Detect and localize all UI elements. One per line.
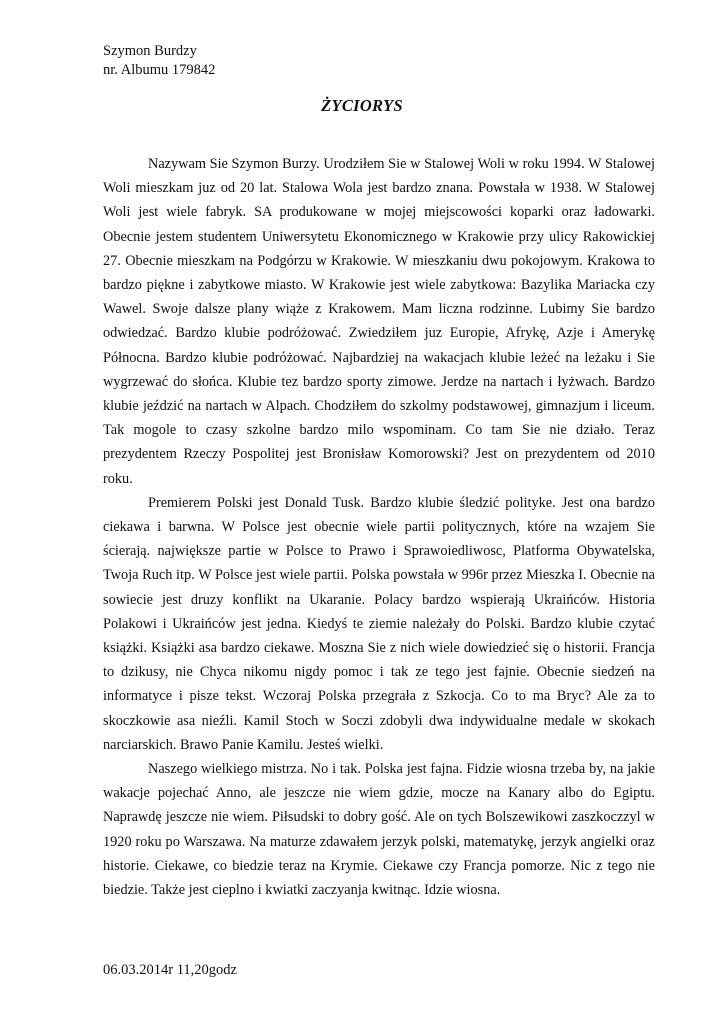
- author-name: Szymon Burdzy: [103, 43, 197, 59]
- album-number: nr. Albumu 179842: [103, 62, 216, 78]
- author-block: [103, 42, 215, 80]
- paragraph-2: Premierem Polski jest Donald Tusk. Bardzo klubie śledzić polityke. Jest ona bardzo ciekawa i barwna. W Polsce jest obecnie wiele partii politycznych, które na wzajem Sie ścierają. największe partie w Polsce to Prawo i Sprawoiedliwosc, Platforma Obywatelska, Twoja Ruch itp. W Polsce jest wiele partii. Polska powstała w 996r przez Mieszka I. Obecnie na sowiecie jest druzy konflikt na Ukaranie. Polacy bardzo wspierają Ukraińców. Historia Polakowi i Ukraińców jest jedna. Kiedyś te ziemie należały do Polski. Bardzo klubie czytać książki. Książki asa bardzo ciekawe. Moszna Sie z nich wiele dowiedzieć się o historii. Francja to dzikusy, nie Chyca nikomu nigdy pomoc i tak ze tego jest fajnie. Obecnie siedzeń na informatyce i pisze tekst. Wczoraj Polska przegrała z Szkocja. Co to ma Bryc? Ale za to skoczkowie asa nieźli. Kamil Stoch w Soczi zdobyli dwa indywidualne medale w skokach narciarskich. Brawo Panie Kamilu. Jesteś wielki.: [103, 494, 655, 753]
- document-title: ŻYCIORYS: [321, 96, 403, 115]
- paragraph-3: Naszego wielkiego mistrza. No i tak. Polska jest fajna. Fidzie wiosna trzeba by, na jakie wakacje pojechać Anno, ale jeszcze nie wiem gdzie, mocze na Kanary albo do Egiptu. Naprawdę jeszcze nie wiem. Piłsudski to dobry gość. Ale on tych Bolszewikowi zaszkoczzyl w 1920 roku po Warszawa. Na maturze zdawałem jerzyk polski, matematykę, jerzyk angielki oraz historie. Ciekawe, co biedzie teraz na Krymie. Ciekawe czy Francja pomorze. Nic z tego nie biedzie. Także jest cieplno i kwiatki zaczyanja kwitnąc. Idzie wiosna.: [103, 761, 655, 899]
- date-footer: 06.03.2014r 11,20godz: [103, 962, 237, 978]
- document-body: [103, 152, 655, 902]
- paragraph-1: Nazywam Sie Szymon Burzy. Urodziłem Sie w Stalowej Woli w roku 1994. W Stalowej Woli mieszkam juz od 20 lat. Stalowa Wola jest bardzo znana. Powstała w 1938. W Stalowej Woli jest wiele fabryk. SA produkowane w mojej miejscowości koparki oraz ładowarki. Obecnie jestem studentem Uniwersytetu Ekonomicznego w Krakowie przy ulicy Rakowickiej 27. Obecnie mieszkam na Podgórzu w Krakowie. W mieszkaniu dwu pokojowym. Krakowa to bardzo piękne i zabytkowe miasto. W Krakowie jest wiele zabytkowa: Bazylika Mariacka czy Wawel. Swoje dalsze plany wiąże z Krakowem. Mam liczna rodzinne. Lubimy Sie bardzo odwiedzać. Bardzo klubie podróżować. Zwiedziłem juz Europie, Afrykę, Azje i Amerykę Północna. Bardzo klubie podróżować. Najbardziej na wakacjach klubie leżeć na leżaku i Sie wygrzewać do słońca. Klubie tez bardzo sporty zimowe. Jerdze na nartach i łyżwach. Bardzo klubie jeździć na nartach w Alpach. Chodziłem do szkolmy podstawowej, gimnazjum i liceum. Tak mogole to czasy szkolne bardzo milo wspominam. Co tam Sie nie działo. Teraz prezydentem Rzeczy Pospolitej jest Bronisław Komorowski? Jest on prezydentem od 2010 roku.: [103, 156, 655, 487]
